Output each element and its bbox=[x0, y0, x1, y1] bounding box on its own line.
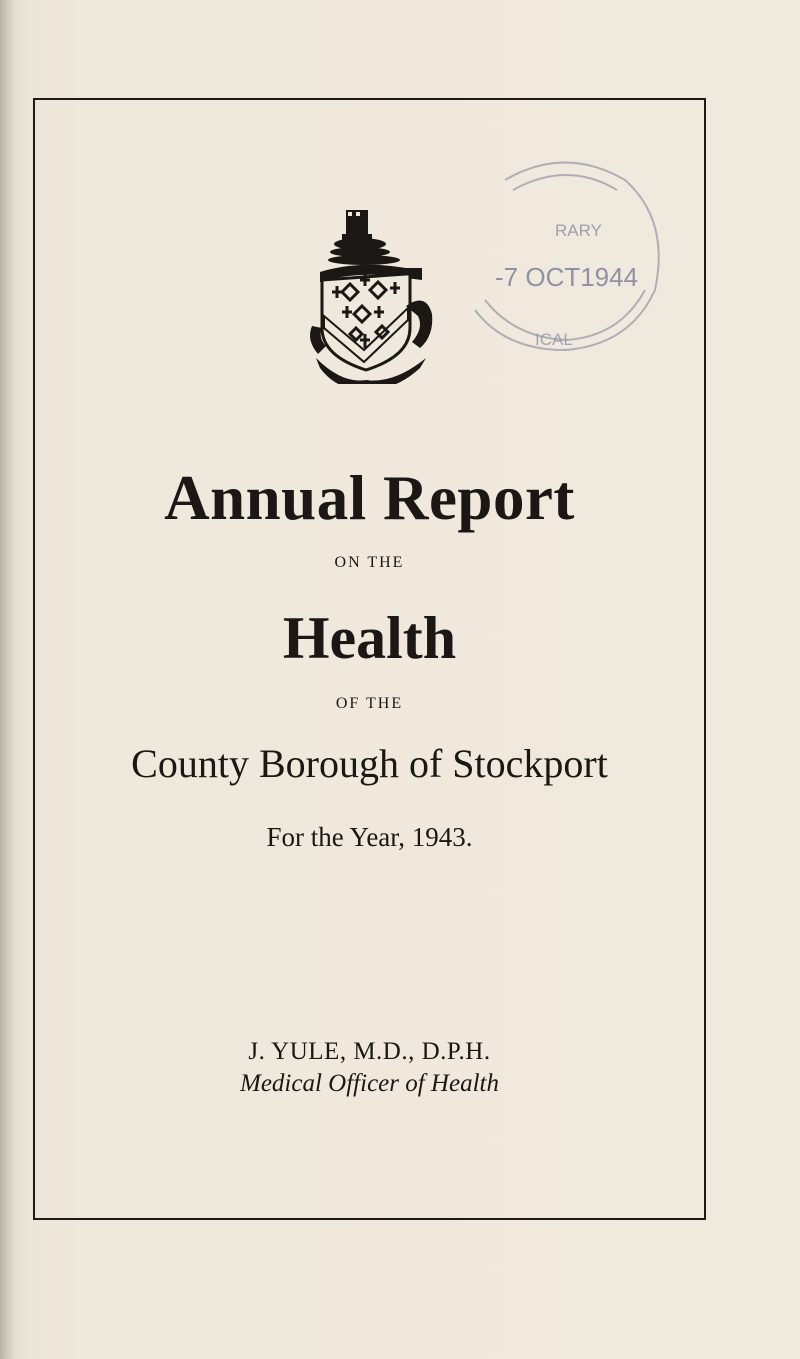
stamp-bottom-text: ICAL bbox=[535, 330, 573, 349]
stamp-date-text: -7 OCT1944 bbox=[495, 262, 639, 292]
borough-name: County Borough of Stockport bbox=[131, 741, 608, 786]
of-the-caption: OF THE bbox=[335, 695, 404, 712]
borough-coat-of-arms-crest bbox=[302, 208, 440, 384]
author-role: Medical Officer of Health bbox=[240, 1070, 499, 1097]
report-year: For the Year, 1943. bbox=[266, 822, 473, 852]
on-the-caption: ON THE bbox=[334, 554, 405, 571]
author-name: J. YULE, M.D., D.P.H. bbox=[248, 1038, 491, 1065]
spine-shadow bbox=[0, 0, 16, 1359]
stamp-top-text: RARY bbox=[555, 221, 602, 240]
library-date-stamp bbox=[455, 150, 670, 370]
report-subject: Health bbox=[282, 605, 457, 671]
report-title: Annual Report bbox=[164, 463, 575, 533]
